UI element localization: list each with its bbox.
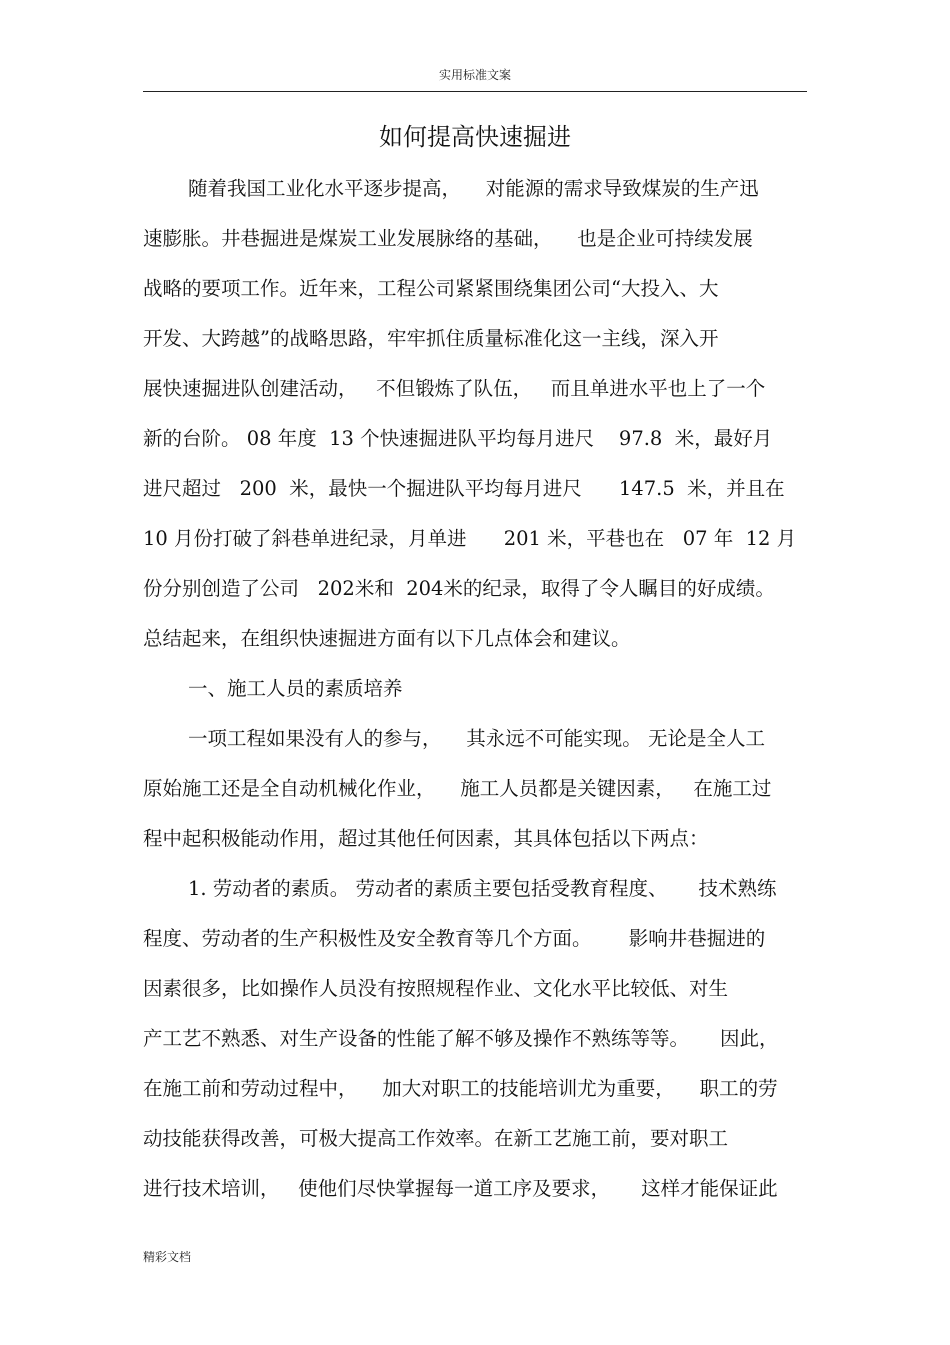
body-line: 程度、劳动者的生产积极性及安全教育等几个方面。 影响井巷掘进的 xyxy=(143,927,766,950)
section-heading: 一、施工人员的素质培养 xyxy=(188,677,403,700)
body-line: 产工艺不熟悉、对生产设备的性能了解不够及操作不熟练等等。 因此， xyxy=(143,1027,779,1050)
header-divider xyxy=(143,91,807,92)
body-line: 进行技术培训， 使他们尽快掌握每一道工序及要求， 这样才能保证此 xyxy=(143,1177,778,1200)
body-line: 份分别创造了公司 202米和 204米的纪录，取得了令人瞩目的好成绩。 xyxy=(143,577,775,600)
body-line: 因素很多，比如操作人员没有按照规程作业、文化水平比较低、对生 xyxy=(143,977,729,1000)
body-line: 原始施工还是全自动机械化作业， 施工人员都是关键因素， 在施工过 xyxy=(143,777,772,800)
body-line: 动技能获得改善，可极大提高工作效率。在新工艺施工前，要对职工 xyxy=(143,1127,729,1150)
body-line: 新的台阶。 08 年度 13 个快速掘进队平均每月进尺 97.8 米，最好月 xyxy=(143,427,773,450)
body-line: 10 月份打破了斜巷单进纪录，月单进 201 米，平巷也在 07 年 12 月 xyxy=(143,527,797,550)
page-footer: 精彩文档 xyxy=(143,1250,192,1264)
body-line: 展快速掘进队创建活动， 不但锻炼了队伍， 而且单进水平也上了一个 xyxy=(143,377,766,400)
body-line: 随着我国工业化水平逐步提高， 对能源的需求导致煤炭的生产迅 xyxy=(188,177,759,200)
page-header: 实用标准文案 xyxy=(438,68,511,82)
document-title: 如何提高快速掘进 xyxy=(379,123,571,151)
body-line: 1. 劳动者的素质。 劳动者的素质主要包括受教育程度、 技术熟练 xyxy=(188,877,777,900)
body-line: 在施工前和劳动过程中， 加大对职工的技能培训尤为重要， 职工的劳 xyxy=(143,1077,778,1100)
body-line: 开发、大跨越”的战略思路，牢牢抓住质量标准化这一主线，深入开 xyxy=(143,327,719,350)
body-line: 速膨胀。井巷掘进是煤炭工业发展脉络的基础， 也是企业可持续发展 xyxy=(143,227,753,250)
body-line: 程中起积极能动作用，超过其他任何因素，其具体包括以下两点： xyxy=(143,827,709,850)
body-line: 总结起来，在组织快速掘进方面有以下几点体会和建议。 xyxy=(143,627,631,650)
body-line: 进尺超过 200 米，最快一个掘进队平均每月进尺 147.5 米，并且在 xyxy=(143,477,785,500)
body-line: 一项工程如果没有人的参与， 其永远不可能实现。 无论是全人工 xyxy=(188,727,765,750)
body-line: 战略的要项工作。近年来，工程公司紧紧围绕集团公司“大投入、大 xyxy=(143,277,719,300)
